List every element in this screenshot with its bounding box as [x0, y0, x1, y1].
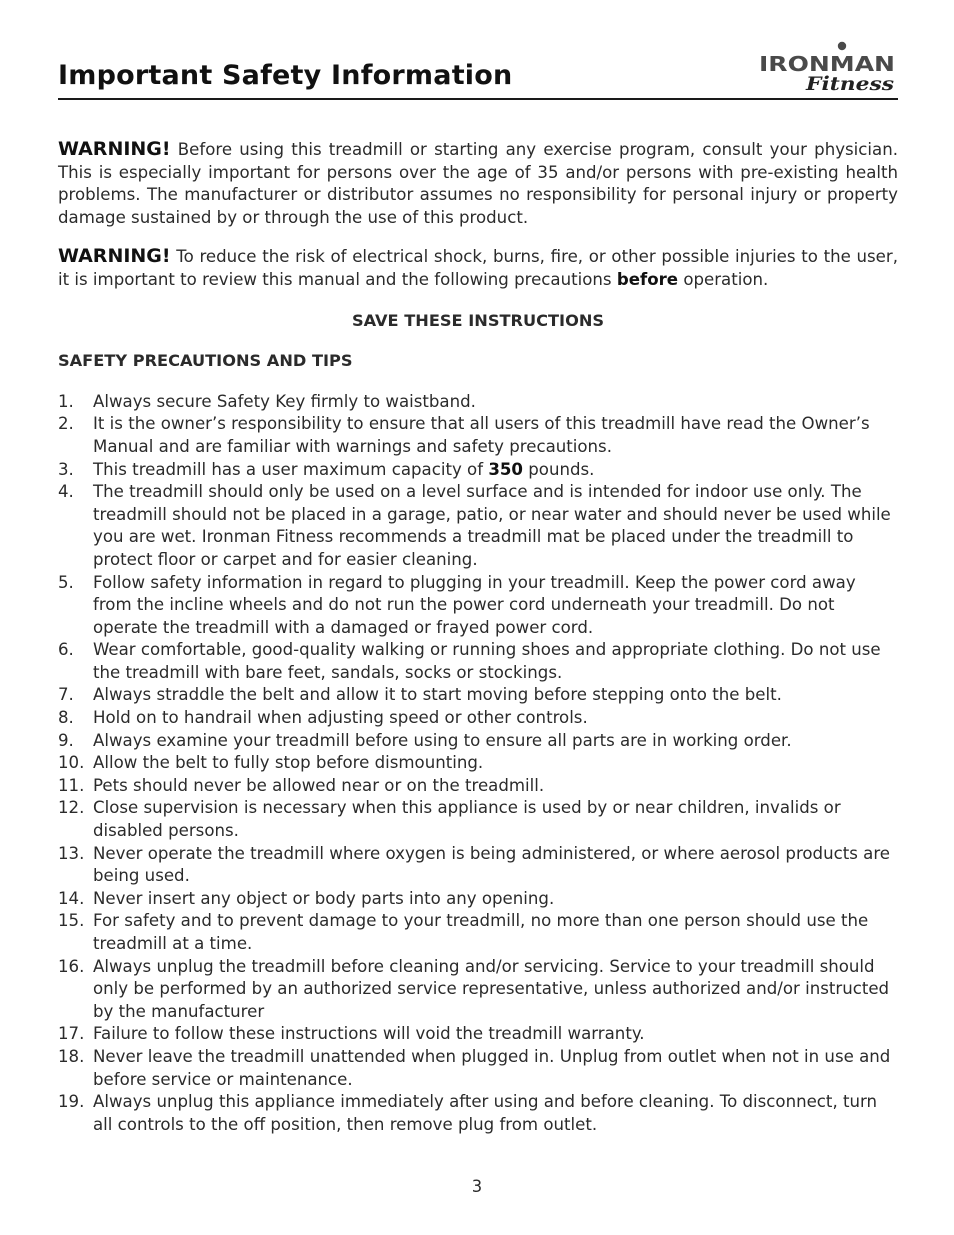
item-number: 14.: [58, 888, 85, 908]
warning-paragraph-2: [58, 245, 898, 291]
list-item: [58, 684, 898, 707]
page-number: 3: [471, 1177, 483, 1196]
list-item: [58, 639, 898, 684]
page-title: Important Safety Information: [58, 60, 513, 91]
list-item: [58, 1091, 898, 1136]
item-number: 5.: [58, 572, 74, 592]
item-text: Never leave the treadmill unattended when plugged in. Unplug from outlet when not in use and before service or maintenance.: [93, 1046, 891, 1089]
item-text: Close supervision is necessary when this appliance is used by or near children, invalids or disabled persons.: [93, 798, 841, 841]
item-number: 19.: [58, 1092, 85, 1112]
item-number: 6.: [58, 640, 74, 660]
warning-label: WARNING!: [58, 245, 171, 268]
list-item: [58, 797, 898, 842]
item-number: 8.: [58, 708, 74, 728]
item-text: This treadmill has a user maximum capacity of: [93, 459, 484, 479]
item-text: Pets should never be allowed near or on the treadmill.: [93, 775, 545, 795]
warning-text: To reduce the risk of electrical shock, burns, fire, or other possible injuries to the user, it is important to review this manual and the following precautions: [58, 247, 898, 289]
list-item: [58, 1023, 898, 1046]
warning-paragraph-1: [58, 138, 898, 229]
item-text: Always secure Safety Key firmly to waistband.: [93, 391, 476, 411]
list-item: [58, 391, 898, 414]
item-number: 12.: [58, 798, 85, 818]
item-text: Always unplug the treadmill before cleaning and/or servicing. Service to your treadmill should only be performed by an authorized service representative, unless authorized and/or instructed by the manufacturer: [93, 956, 890, 1021]
safety-tips-list: [58, 391, 898, 1137]
safety-content: [58, 138, 898, 1136]
item-number: 11.: [58, 775, 85, 795]
save-instructions-heading: SAVE THESE INSTRUCTIONS: [351, 310, 605, 330]
svg-text:IRONMAN: IRONMAN: [759, 52, 895, 76]
item-number: 3.: [58, 459, 74, 479]
warning-text: Before using this treadmill or starting any exercise program, consult your physician. This is especially important for persons over the age of 35 and/or persons with pre-existing health problems. The manufacturer or distributor assumes no responsibility for personal injury or property damage sustained by or through the use of this product.: [58, 140, 898, 227]
item-number: 7.: [58, 685, 74, 705]
item-number: 9.: [58, 730, 74, 750]
list-item: [58, 752, 898, 775]
section-heading: SAFETY PRECAUTIONS AND TIPS: [58, 351, 353, 371]
list-item: [58, 413, 898, 458]
item-text: Never insert any object or body parts into any opening.: [93, 888, 555, 908]
item-text: Hold on to handrail when adjusting speed or other controls.: [93, 708, 588, 728]
warning-text-end: operation.: [683, 269, 769, 289]
list-item: [58, 910, 898, 955]
item-text: Never operate the treadmill where oxygen is being administered, or where aerosol products are being used.: [93, 843, 890, 886]
list-item: [58, 775, 898, 798]
list-item: [58, 730, 898, 753]
item-text: Follow safety information in regard to plugging in your treadmill. Keep the power cord away from the incline wheels and do not run the power cord underneath your treadmill. Do not operate the treadmill with a damaged or frayed power cord.: [93, 572, 856, 637]
list-item: [58, 956, 898, 1024]
item-text: It is the owner’s responsibility to ensure that all users of this treadmill have read the Owner’s Manual and are familiar with warnings and safety precautions.: [93, 414, 870, 456]
list-item: [58, 459, 898, 482]
warning-label: WARNING!: [58, 138, 171, 160]
item-text: Always straddle the belt and allow it to start moving before stepping onto the belt.: [93, 685, 782, 705]
list-item: [58, 707, 898, 730]
page-header: [58, 40, 898, 100]
item-number: 4.: [58, 482, 74, 502]
item-number: 1.: [58, 391, 74, 411]
list-item: [58, 572, 898, 640]
capacity-value: 350: [488, 459, 523, 479]
list-item: [58, 1046, 898, 1091]
svg-text:Fitness: Fitness: [804, 73, 895, 95]
item-number: 10.: [58, 753, 85, 773]
item-text: For safety and to prevent damage to your treadmill, no more than one person should use the treadmill at a time.: [93, 911, 869, 953]
warning-emphasis: before: [616, 269, 679, 289]
item-number: 16.: [58, 956, 85, 976]
item-number: 18.: [58, 1046, 85, 1066]
item-number: 13.: [58, 843, 85, 863]
item-number: 17.: [58, 1024, 85, 1044]
list-item: [58, 843, 898, 888]
item-text: The treadmill should only be used on a level surface and is intended for indoor use only. The treadmill should not be placed in a garage, patio, or near water and should never be used while you are wet. Ironman Fitness recommends a treadmill mat be placed under the treadmill to protect floor or carpet and for easier cleaning.: [93, 482, 891, 569]
item-number: 2.: [58, 414, 74, 434]
ironman-fitness-logo: [758, 40, 898, 96]
item-text: Always unplug this appliance immediately after using and before cleaning. To disconnect, turn all controls to the off position, then remove plug from outlet.: [93, 1092, 878, 1134]
item-text: Wear comfortable, good-quality walking or running shoes and appropriate clothing. Do not use the treadmill with bare feet, sandals, socks or stockings.: [93, 640, 881, 682]
item-text-end: pounds.: [528, 459, 595, 479]
item-text: Always examine your treadmill before using to ensure all parts are in working order.: [93, 730, 792, 750]
list-item: [58, 481, 898, 571]
item-text: Failure to follow these instructions will void the treadmill warranty.: [93, 1024, 645, 1044]
item-number: 15.: [58, 911, 85, 931]
item-text: Allow the belt to fully stop before dismounting.: [93, 753, 484, 773]
list-item: [58, 888, 898, 911]
